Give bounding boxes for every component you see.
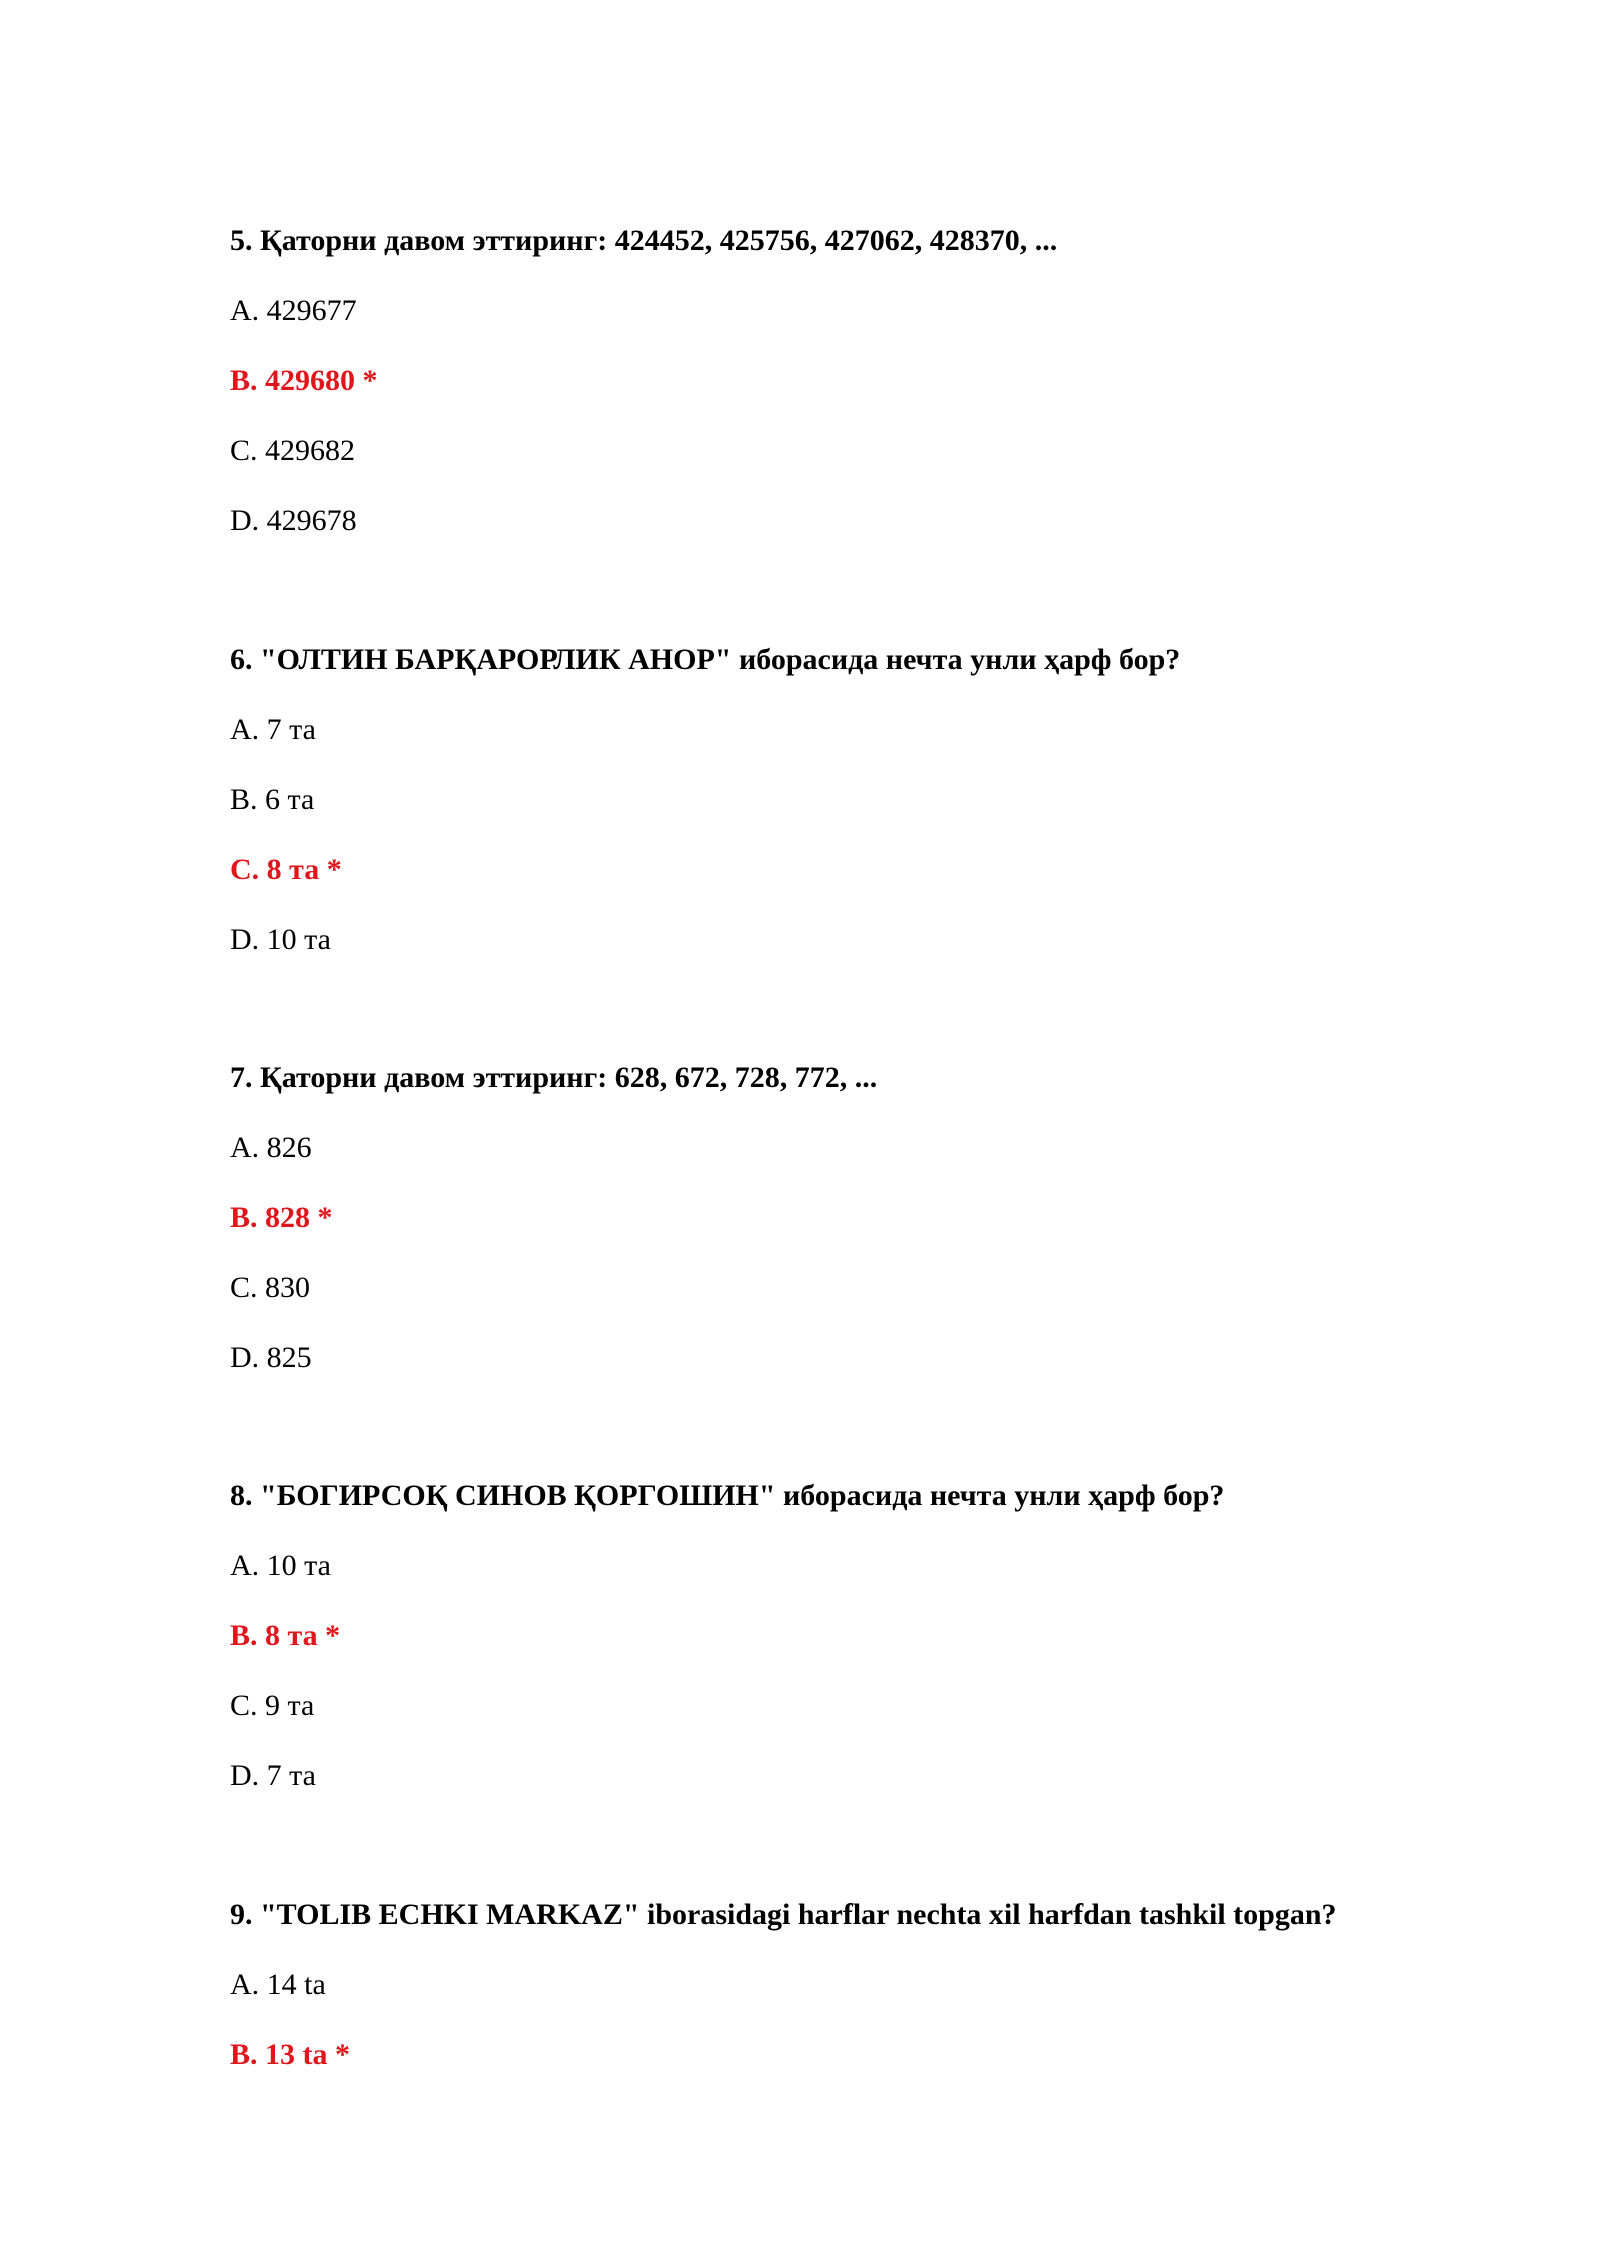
option-a: A. 14 ta bbox=[230, 1968, 326, 2001]
option-b-correct: B. 429680 * bbox=[230, 364, 378, 397]
question-8 bbox=[230, 1461, 1530, 1811]
question-text: 7. Қаторни давом эттиринг: 628, 672, 728, 772, ... bbox=[230, 1061, 878, 1094]
question-6 bbox=[230, 625, 1530, 975]
option-b-correct: B. 8 та * bbox=[230, 1619, 341, 1652]
question-text: 9. "TOLIB ECHKI MARKAZ" iborasidagi harflar nechta xil harfdan tashkil topgan? bbox=[230, 1898, 1337, 1931]
option-c: C. 429682 bbox=[230, 434, 356, 467]
question-7 bbox=[230, 1043, 1530, 1393]
option-c-correct: C. 8 та * bbox=[230, 853, 342, 886]
option-d: D. 10 та bbox=[230, 923, 331, 956]
option-b-correct: B. 13 ta * bbox=[230, 2038, 350, 2071]
option-c: C. 830 bbox=[230, 1271, 311, 1304]
option-a: A. 7 та bbox=[230, 713, 316, 746]
question-text: 5. Қаторни давом эттиринг: 424452, 425756, 427062, 428370, ... bbox=[230, 224, 1058, 257]
question-text: 8. "БОГИРСОҚ СИНОВ ҚОРГОШИН" иборасида нечта унли ҳарф бор? bbox=[230, 1479, 1225, 1512]
option-d: D. 825 bbox=[230, 1341, 312, 1374]
option-a: A. 826 bbox=[230, 1131, 312, 1164]
option-d: D. 7 та bbox=[230, 1759, 316, 1792]
option-c: C. 9 та bbox=[230, 1689, 315, 1722]
option-b-correct: B. 828 * bbox=[230, 1201, 333, 1234]
question-text: 6. "ОЛТИН БАРҚАРОРЛИК АНОР" иборасида нечта унли ҳарф бор? bbox=[230, 643, 1181, 676]
question-5 bbox=[230, 206, 1530, 556]
option-a: A. 10 та bbox=[230, 1549, 331, 1582]
option-a: A. 429677 bbox=[230, 294, 357, 327]
option-b: B. 6 та bbox=[230, 783, 315, 816]
question-9 bbox=[230, 1880, 1530, 2090]
option-d: D. 429678 bbox=[230, 504, 357, 537]
